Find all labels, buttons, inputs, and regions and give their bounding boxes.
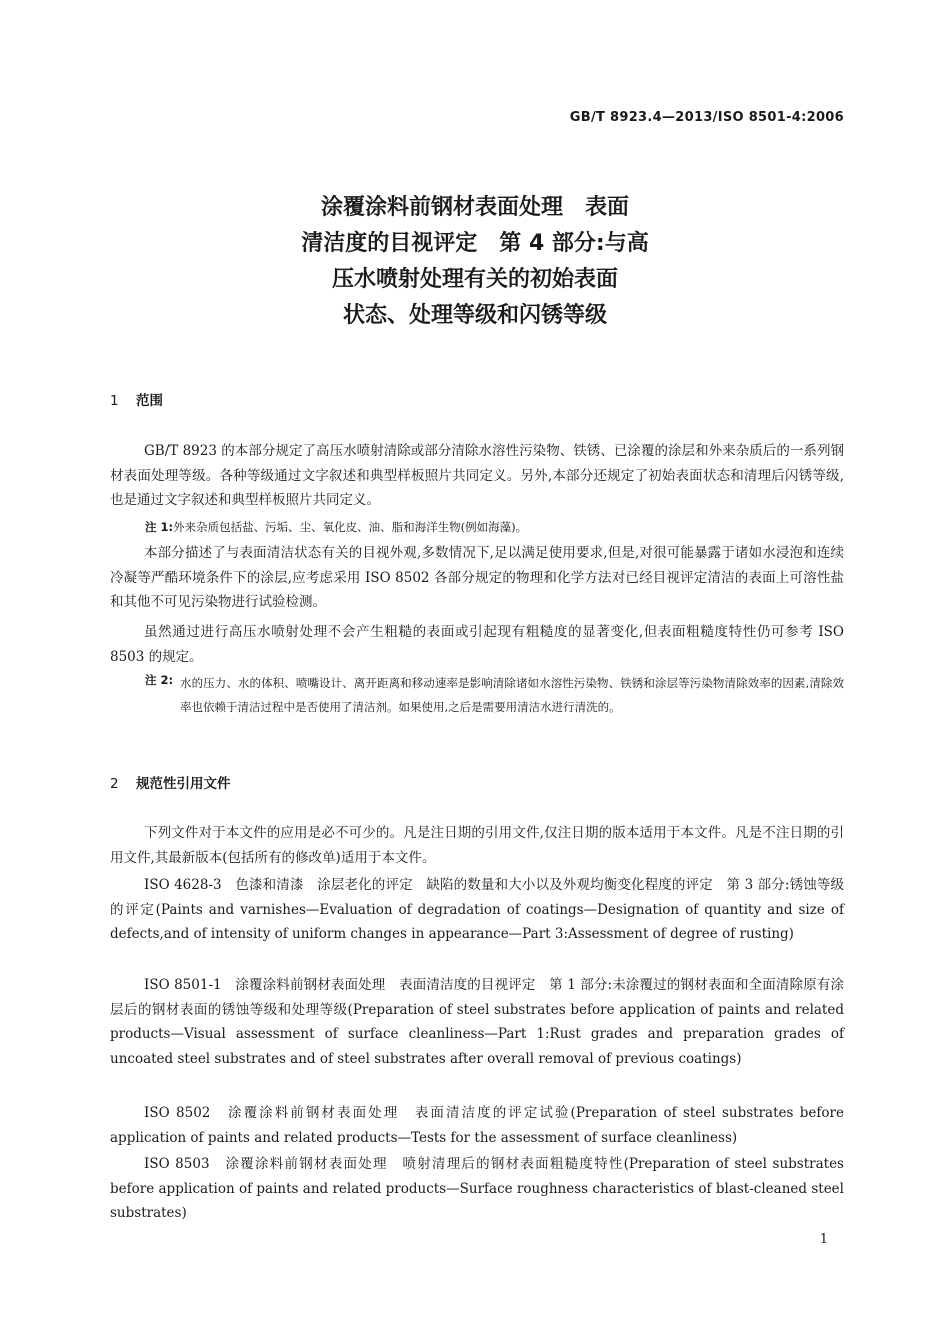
- title-line: 状态、处理等级和闪锈等级: [342, 303, 607, 328]
- reference-iso-8501-1: ISO 8501-1 涂覆涂料前钢材表面处理 表面清洁度的目视评定 第 1 部分:未涂覆过的钢材表面和全面清除原有涂层后的钢材表面的锈蚀等级和处理等级(Preparation of steel substrates before application of paints and related products—Visual assessment of surface cleanliness—Part 1:Rust grades and preparation grades of uncoated steel substrates and of steel substrates after overall removal of previous coatings): [110, 977, 844, 1067]
- title-line: 清洁度的目视评定 第 4 部分:与高: [301, 231, 649, 256]
- reference-iso-8503: ISO 8503 涂覆涂料前钢材表面处理 喷射清理后的钢材表面粗糙度特性(Preparation of steel substrates before application of paints and related products—Surface roughness characteristics of blast-cleaned steel substrates): [110, 1156, 844, 1221]
- title-line: 涂覆涂料前钢材表面处理 表面: [320, 195, 629, 220]
- reference-iso-8502: ISO 8502 涂覆涂料前钢材表面处理 表面清洁度的评定试验(Preparation of steel substrates before application of paints and related products—Tests for the assessment of surface cleanliness): [110, 1105, 844, 1146]
- page-number: 1: [819, 1232, 828, 1247]
- title-line: 压水喷射处理有关的初始表面: [331, 267, 618, 292]
- section-number: 2: [110, 776, 119, 792]
- document-title: [0, 190, 950, 334]
- note-1: [145, 516, 844, 539]
- note-text: 外来杂质包括盐、污垢、尘、氧化皮、油、脂和海洋生物(例如海藻)。: [173, 520, 528, 534]
- section-title: 范围: [136, 393, 163, 409]
- section-1-heading: [110, 389, 163, 409]
- scope-paragraph-3: 虽然通过进行高压水喷射处理不会产生粗糙的表面或引起现有粗糙度的显著变化,但表面粗糙度特性仍可参考 ISO 8503 的规定。: [110, 624, 844, 665]
- section-title: 规范性引用文件: [136, 776, 231, 792]
- reference-iso-4628-3: ISO 4628-3 色漆和清漆 涂层老化的评定 缺陷的数量和大小以及外观均衡变化程度的评定 第 3 部分:锈蚀等级的评定(Paints and varnishes—Evaluation of degradation of coatings—Designation of quantity and size of defects,and of intensity of uniform changes in appearance—Part 3:Assessment of degree of rusting): [110, 877, 844, 942]
- references-intro: 下列文件对于本文件的应用是必不可少的。凡是注日期的引用文件,仅注日期的版本适用于本文件。凡是不注日期的引用文件,其最新版本(包括所有的修改单)适用于本文件。: [110, 825, 844, 866]
- scope-paragraph-1: GB/T 8923 的本部分规定了高压水喷射清除或部分清除水溶性污染物、铁锈、已涂覆的涂层和外来杂质后的一系列钢材表面处理等级。各种等级通过文字叙述和典型样板照片共同定义。另外,本部分还规定了初始表面状态和清理后闪锈等级,也是通过文字叙述和典型样板照片共同定义。: [110, 443, 844, 508]
- section-number: 1: [110, 393, 119, 409]
- note-2-text: 水的压力、水的体积、喷嘴设计、离开距离和移动速率是影响清除诸如水溶性污染物、铁锈和涂层等污染物清除效率的因素,清除效率也依赖于清洁过程中是否使用了清洁剂。如果使用,之后是需要用清洁水进行清洗的。: [180, 676, 844, 714]
- section-2-heading: [110, 772, 231, 792]
- document-code: GB/T 8923.4—2013/ISO 8501-4:2006: [569, 110, 844, 125]
- note-2-label: 注 2:: [145, 673, 174, 687]
- scope-paragraph-2: 本部分描述了与表面清洁状态有关的目视外观,多数情况下,足以满足使用要求,但是,对很可能暴露于诸如水浸泡和连续冷凝等严酷环境条件下的涂层,应考虑采用 ISO 8502 各部分规定的物理和化学方法对已经目视评定清洁的表面上可溶性盐和其他不可见污染物进行试验检测。: [110, 545, 844, 610]
- note-label: 注 1:: [145, 520, 174, 534]
